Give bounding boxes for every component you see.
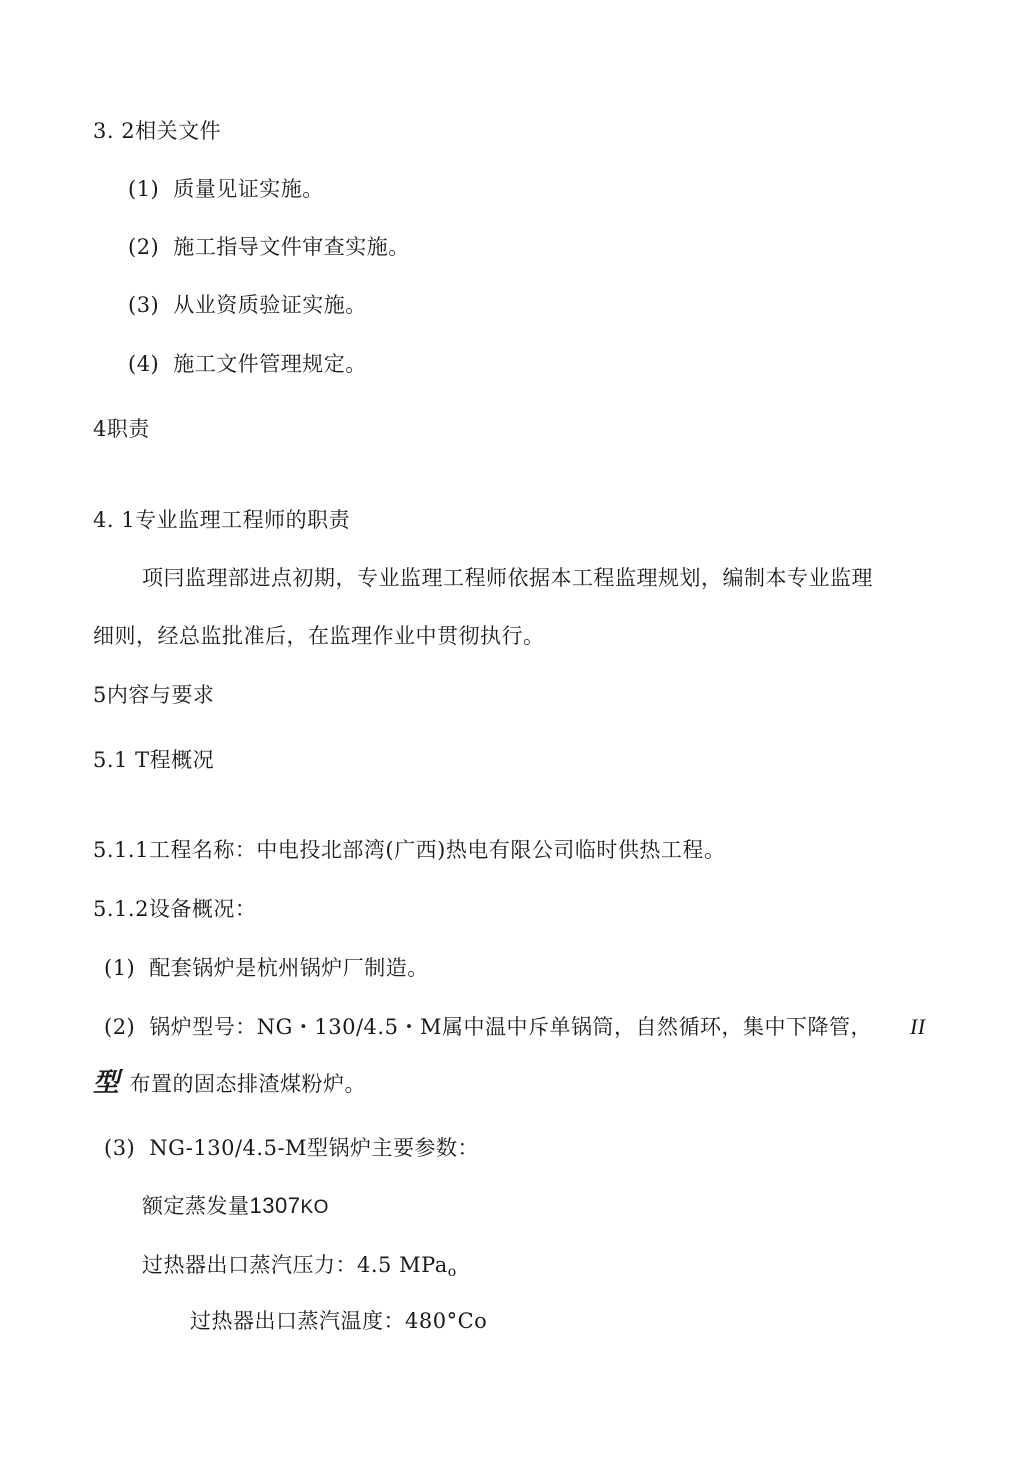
param-superheater-pressure xyxy=(142,1250,457,1287)
param-rated-evaporation xyxy=(142,1191,329,1223)
heading-text: 5.1.2设备概况： xyxy=(93,897,257,921)
item-number: (1) xyxy=(104,956,136,980)
param-unit: KO xyxy=(300,1197,329,1218)
equipment-item-2-continued xyxy=(93,1068,366,1099)
param-value: 1307 xyxy=(249,1193,301,1218)
project-name-text: 5.1.1工程名称：中电投北部湾(广西)热电有限公司临时供热工程。 xyxy=(93,838,726,862)
item-text: 锅炉型号：NG・130/4.5・M属中温中斥单锅筒，自然循环，集中下降管， xyxy=(149,1015,872,1039)
heading-text: 4. 1专业监理工程师的职责 xyxy=(93,508,351,532)
heading-text: 3. 2相关文件 xyxy=(93,119,222,143)
related-doc-item-2 xyxy=(128,232,410,262)
paragraph-line-1 xyxy=(142,563,873,593)
section-5-1-2-heading xyxy=(93,894,256,924)
heading-text: 5内容与要求 xyxy=(93,683,215,707)
paragraph-line-2 xyxy=(93,621,545,651)
paragraph-text: 项冃监理部进点初期，专业监理工程师依据本工程监理规划，编制本专业监理 xyxy=(142,566,873,590)
item-number: (2) xyxy=(104,1015,136,1039)
param-label: 额定蒸发量 xyxy=(142,1194,250,1218)
paragraph-text: 细则，经总监批准后，在监理作业中贯彻执行。 xyxy=(93,624,545,648)
roman-numeral-ii: II xyxy=(909,1014,926,1039)
item-text: 施工指导文件审查实施。 xyxy=(173,235,410,259)
item-number: (4) xyxy=(128,352,160,376)
section-5-heading xyxy=(93,680,214,710)
item-text: NG-130/4.5-M型锅炉主要参数： xyxy=(149,1136,480,1160)
section-4-1-heading xyxy=(93,505,350,535)
item-number: (3) xyxy=(128,293,160,317)
param-text: 过热器出口蒸汽温度：480°Co xyxy=(190,1309,488,1333)
item-text: 布置的固态排渣煤粉炉。 xyxy=(129,1072,367,1096)
item-number: (3) xyxy=(104,1136,136,1160)
heading-text: 4职责 xyxy=(93,417,150,441)
equipment-item-2 xyxy=(104,1012,926,1042)
item-text: 配套锅炉是杭州锅炉厂制造。 xyxy=(149,956,429,980)
related-doc-item-4 xyxy=(128,349,367,379)
equipment-item-1 xyxy=(104,953,429,983)
item-number: (2) xyxy=(128,235,160,259)
section-5-1-1-line xyxy=(93,835,725,865)
param-text: 过热器出口蒸汽压力：4.5 MPa xyxy=(142,1253,448,1277)
item-text: 从业资质验证实施。 xyxy=(173,293,367,317)
param-subscript: o xyxy=(447,1264,457,1280)
related-doc-item-3 xyxy=(128,290,367,320)
section-3-2-heading xyxy=(93,116,221,146)
item-number: (1) xyxy=(128,177,160,201)
section-4-heading xyxy=(93,414,150,444)
type-character: 型 xyxy=(93,1068,120,1098)
equipment-item-3 xyxy=(104,1133,479,1163)
item-text: 施工文件管理规定。 xyxy=(173,352,367,376)
section-5-1-heading xyxy=(93,745,214,775)
related-doc-item-1 xyxy=(128,174,324,204)
param-superheater-temperature xyxy=(190,1306,487,1336)
item-text: 质量见证实施。 xyxy=(173,177,324,201)
heading-text: 5.1 T程概况 xyxy=(93,748,215,772)
